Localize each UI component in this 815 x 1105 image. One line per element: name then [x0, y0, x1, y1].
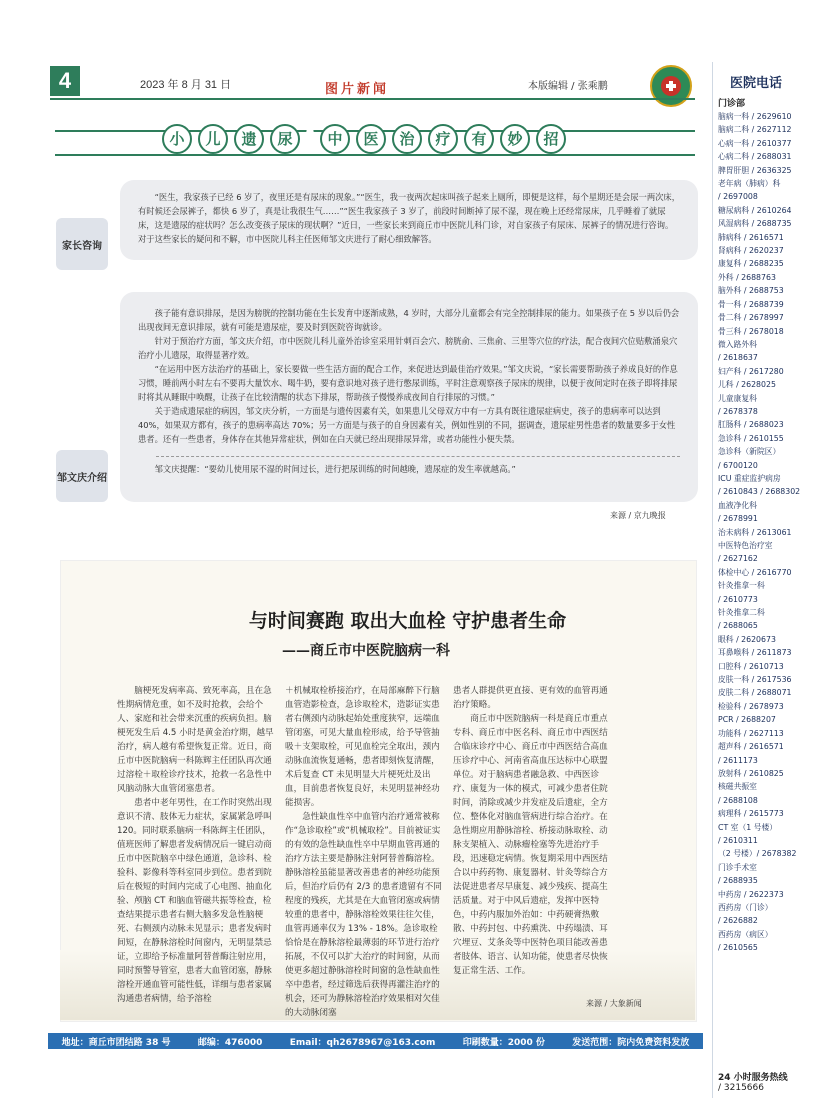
- article2-column-1: [117, 684, 275, 1006]
- phone-list-item: 针灸推拿二科: [718, 608, 765, 618]
- title-char: 妙: [500, 124, 530, 154]
- article1-title: [162, 124, 566, 154]
- answer-paragraph: 孩子能有意识排尿，是因为膀胱的控制功能在生长发育中逐渐成熟，4 岁时，大部分儿童都会有完全控制排尿的能力。如果孩子在 5 岁以后仍会出现夜间无意识排尿，就有可能是遗尿症，要及时到医院咨询就诊。: [138, 308, 680, 332]
- phone-list-item: 西药房（病区）: [718, 929, 773, 939]
- phone-list-item: / 2688108: [718, 795, 758, 805]
- phone-list-item: 外科 / 2688763: [718, 272, 776, 282]
- phone-list-item: 急诊科 / 2610155: [718, 433, 784, 443]
- phone-list-item: 脾胃肝胆 / 2636325: [718, 165, 792, 175]
- phone-list-item: 骨二科 / 2678997: [718, 313, 784, 323]
- sidebar-title: 医院电话: [730, 76, 783, 91]
- sidebar-subtitle: 门诊部: [718, 99, 746, 109]
- title-char: 尿: [270, 124, 300, 154]
- phone-list-item: / 2610311: [718, 835, 758, 845]
- phone-list-item: 康复科 / 2688235: [718, 259, 784, 269]
- footer-print-count: 印刷数量：2000 份: [462, 1037, 545, 1048]
- article2-subtitle: ——商丘市中医院脑病一科: [282, 643, 450, 659]
- article2-column-3: [453, 684, 611, 978]
- page-number: 4: [50, 66, 80, 96]
- phone-list-item: / 2618637: [718, 353, 758, 363]
- phone-list-item: 耳鼻喉科 / 2611873: [718, 648, 792, 658]
- phone-list-item: ICU 重症监护病房: [718, 473, 781, 483]
- phone-list-item: CT 室（1 号楼）: [718, 822, 778, 832]
- phone-list-item: 脑病一科 / 2629610: [718, 112, 792, 121]
- footer-postcode: 邮编：476000: [197, 1037, 263, 1048]
- phone-list-item: 儿科 / 2628025: [718, 380, 776, 390]
- phone-list-item: 针灸推拿一科: [718, 581, 765, 591]
- phone-list-item: （2 号楼）/ 2678382: [718, 849, 797, 859]
- phone-list-item: 脑外科 / 2688753: [718, 286, 784, 296]
- answer-paragraph: 针对于预治疗方面，邹文庆介绍，市中医院儿科儿童外治诊室采用针刺百会穴、膀胱俞、三焦俞、三里等穴位的疗法，配合夜间穴位贴敷涌泉穴治疗小儿遗尿，取得显著疗效。: [138, 336, 678, 360]
- editor-credit: 本版编辑 / 张乘鹏: [528, 81, 608, 92]
- phone-list-item: PCR / 2688207: [718, 715, 776, 725]
- phone-list-item: 肺病科 / 2616571: [718, 232, 784, 242]
- phone-list-item: 糖尿病科 / 2610264: [718, 205, 792, 215]
- phone-list-item: 心病二科 / 2688031: [718, 152, 792, 162]
- phone-list-item: / 2688065: [718, 621, 758, 631]
- title-char: 疗: [428, 124, 458, 154]
- phone-list-item: / 2610565: [718, 943, 758, 953]
- phone-list-item: / 6700120: [718, 460, 758, 470]
- phone-list-item: 中医特色治疗室: [718, 541, 773, 550]
- phone-list-item: / 2610773: [718, 594, 758, 604]
- footer-distribution: 发送范围：院内免费资料发放: [572, 1037, 690, 1048]
- phone-list-item: 老年病（肺病）科: [718, 179, 781, 189]
- phone-list-item: / 2626882: [718, 916, 758, 926]
- phone-list-item: 心病一科 / 2610377: [718, 138, 792, 148]
- article2-paragraph: 急性缺血性卒中血管内治疗通常被称作“急诊取栓”或“机械取栓”。目前被证实的有效的急性缺血性卒中早期血管再通的治疗方法主要是静脉注射阿替普酶溶栓。静脉溶栓虽能显著改善患者的神经功能预后，但治疗后仍有 2/3 的患者遗留有不同程度的残疾，尤其是在大血管闭塞或病情较重的患者中，静脉溶栓效果往往欠佳，血管再通率仅为 13% - 18%。急诊取栓恰恰是在静脉溶栓最薄弱的环节进行治疗拓展，不仅可以扩大治疗的时间窗，从而使更多超过静脉溶栓时间窗的急性缺血性卒中患者，经过筛选后获得再灌注治疗的机会，还可为静脉溶栓治疗效果相对欠佳的大动脉闭塞: [285, 812, 442, 1018]
- title-char: 遗: [234, 124, 264, 154]
- article2-paragraph: 商丘市中医院脑病一科是商丘市重点专科、商丘市中医名科、商丘市中西医结合临床诊疗中心、商丘市中西医结合高血压诊疗中心、河南省高血压达标中心联盟单位。对于脑病患者融急救、中西医诊疗、康复为一体的模式，可减少患者住院时间，消除或减少并发症及后遗症，全方位、整体化对脑血管病进行综合治疗。在急性期应用静脉溶栓、桥接动脉取栓、动脉支架植入、动脉瘤栓塞等先进治疗手段，迅速稳定病情。恢复期采用中西医结合以中药药物、康复器材、针灸等综合方法促进患者尽早康复、减少残疾、提高生活质量。对于中风后遗症，发挥中医特色，中药内服加外治如：中药硬膏热敷散、中药封包、中药熏洗、中药塌渍、耳穴埋豆、艾条灸等中医特色项目能改善患者肢体、语言、认知功能，使患者尽快恢复正常生活、工作。: [453, 714, 608, 976]
- article2-paragraph: 患者中老年男性，在工作时突然出现意识不清、肢体无力症状，家属紧急呼叫 120。同时联系脑病一科陈辉主任团队，值班医师了解患者发病情况后一键启动商丘市中医院脑卒中绿色通道，急诊科、检验科、影像科等科室同步到位。患者到院后在极短的时间内完成了心电图、抽血化验、颅脑 CT 和脑血管磁共振等检查，检查结果提示患者右侧大脑多发急性脑梗死、右侧颈内动脉未见显示；患者发病时间短，在静脉溶栓时间窗内，无明显禁忌证，立即给予标准量阿替普酶注射应用，同时预警导管室，患者大血管闭塞，静脉溶栓开通血管可能性低，详细与患者家属沟通患者病情，给予溶栓: [117, 798, 272, 1004]
- phone-list-item: 检验科 / 2678973: [718, 701, 784, 711]
- phone-list-item: 体检中心 / 2616770: [718, 567, 792, 577]
- article2-paragraph: 患者人群提供更直接、更有效的血管再通治疗策略。: [453, 686, 608, 710]
- title-char: 有: [464, 124, 494, 154]
- tip-divider: [156, 456, 680, 458]
- phone-list-item: / 2697008: [718, 192, 758, 202]
- phone-list-item: 核磁共振室: [718, 782, 757, 792]
- phone-list-item: 血液净化科: [718, 500, 757, 510]
- answer-paragraph: 关于造成遗尿症的病因，邹文庆分析，一方面是与遗传因素有关，如果患儿父母双方中有一方具有既往遗尿症病史，孩子的患病率可以达到 40%，如果双方都有，孩子的患病率高达 70%；另一方面是与孩子的自身因素有关，例如性别的不同，据调查，遗尿症男性患者的数量要多于女性患者。还有一些患者，身体存在其他异常症状，例如在白天就已经出现排尿异常，或者功能性小便失禁。: [138, 406, 676, 444]
- phone-list-item: 功能科 / 2627113: [718, 728, 784, 738]
- phone-list-item: / 2688935: [718, 876, 758, 886]
- phone-list-item: 皮肤一科 / 2617536: [718, 675, 792, 685]
- phone-list-item: 骨三科 / 2678018: [718, 326, 784, 336]
- phone-list-item: 妇产科 / 2617280: [718, 366, 784, 376]
- phone-list-item: 急诊科（新院区）: [718, 447, 781, 457]
- phone-list-item: 门诊手术室: [718, 862, 757, 872]
- phone-list-item: 肾病科 / 2620237: [718, 246, 784, 256]
- doctor-tip: 邹文庆提醒：“要幼儿使用尿不湿的时间过长，进行把尿训练的时间越晚，遗尿症的发生率就越高。”: [154, 464, 516, 474]
- section-name: 图片新闻: [325, 82, 390, 97]
- phone-list-item: 皮肤二科 / 2688071: [718, 688, 792, 698]
- hospital-logo-icon: [650, 65, 692, 107]
- article2-column-2: [285, 684, 443, 1020]
- title-char: 小: [162, 124, 192, 154]
- phone-list-item: / 2611173: [718, 755, 758, 765]
- title-char: 招: [536, 124, 566, 154]
- phone-list-item: 风湿病科 / 2688735: [718, 219, 792, 229]
- article2-source: 来源 / 大象新闻: [586, 999, 642, 1008]
- article2-paragraph: ＋机械取栓桥接治疗，在局部麻醉下行脑血管造影检查，急诊取栓术，造影证实患者右侧颈内动脉起始处重度狭窄，远端血管闭塞，可见大量血栓形成，给予导管抽吸＋支架取栓，可见血栓完全取出，颈内动脉血流恢复通畅，患者即刻恢复清醒，术后复查 CT 未见明显大片梗死灶及出血，目前患者恢复良好，未见明显神经功能损害。: [285, 686, 440, 808]
- phone-list-item: / 2627162: [718, 554, 758, 564]
- answer-paragraph: “在运用中医方法治疗的基础上，家长要做一些生活方面的配合工作，来促进达到最佳治疗效果。”邹文庆说，“家长需要帮助孩子养成良好的作息习惯，睡前两小时左右不要再大量饮水、喝牛奶，要有意识地对孩子进行憋尿训练，平时注意观察孩子尿床的规律，以便于夜间定时在孩子即将排尿时将其从睡眠中唤醒，让孩子在比较清醒的状态下排尿，帮助孩子慢慢养成夜间自行排尿的习惯。”: [138, 364, 678, 402]
- phone-list-item: 西药房（门诊）: [718, 902, 773, 912]
- phone-list-item: 治未病科 / 2613061: [718, 527, 792, 537]
- title-spacer: [306, 124, 314, 150]
- question-text: “医生，我家孩子已经 6 岁了，夜里还是有尿床的现象。”“医生，我一夜两次起床叫孩子起来上厕所，即便是这样，每个星期还是会尿一两次床，有时候还会尿裤子，都快 6 岁了，真是让我很生气……”“医生我家孩子 3 岁了，前段时间断掉了尿不湿，现在晚上还经常尿床，几乎睡着了就尿床，这是遗尿的症状吗？怎么改变孩子尿床的现状啊？”近日，一些家长来到商丘市中医院儿科门诊，对自家孩子有尿床、尿裤子的情况进行咨询。对于这些家长的疑问和不解，市中医院儿科主任医师邹文庆进行了耐心细致解答。: [138, 192, 681, 244]
- title-char: 中: [320, 124, 350, 154]
- title-char: 治: [392, 124, 422, 154]
- hotline-number: / 3215666: [718, 1083, 764, 1093]
- question-tag: 家长咨询: [56, 218, 108, 270]
- issue-date: 2023 年 8 月 31 日: [140, 79, 232, 91]
- phone-list-item: 肛肠科 / 2688023: [718, 420, 784, 430]
- answer-tag: 邹文庆介绍: [56, 450, 108, 502]
- phone-list-item: 病理科 / 2615773: [718, 809, 784, 819]
- footer-email: Email：qh2678967@163.com: [289, 1037, 436, 1048]
- phone-list-item: 超声科 / 2616571: [718, 742, 784, 752]
- phone-list-item: 微入路外科: [718, 339, 757, 349]
- article2-paragraph: 脑梗死发病率高、致死率高，且在急性期病情危重，如不及时抢救，会给个人、家庭和社会带来沉重的疾病负担。脑梗死发生后 4.5 小时是黄金治疗期，越早治疗，病人越有希望恢复正常。近日，商丘市中医院脑病一科陈辉主任团队再次通过溶栓＋取栓诊疗技术，抢救一名急性中风脑动脉大血管闭塞患者。: [117, 686, 274, 794]
- phone-list-item: / 2678378: [718, 406, 758, 416]
- phone-list-item: 儿童康复科: [718, 393, 757, 403]
- header-divider: [50, 98, 695, 100]
- phone-list-item: 眼科 / 2620673: [718, 634, 776, 644]
- answer-body: [138, 306, 680, 446]
- phone-list-item: 脑病二科 / 2627112: [718, 125, 792, 135]
- phone-list-item: / 2678991: [718, 514, 758, 524]
- article2-title: 与时间赛跑 取出大血栓 守护患者生命: [248, 610, 567, 632]
- phone-list-item: 中药房 / 2622373: [718, 889, 784, 899]
- phone-list-item: 口腔科 / 2610713: [718, 661, 784, 671]
- hotline-label: 24 小时服务热线: [718, 1073, 788, 1083]
- footer-address: 地址：商丘市团结路 38 号: [61, 1037, 171, 1048]
- article1-source: 来源 / 京九晚报: [610, 511, 666, 520]
- phone-list-item: 骨一科 / 2688739: [718, 299, 784, 309]
- phone-list-item: 放射科 / 2610825: [718, 768, 784, 778]
- footer-bar: [48, 1033, 703, 1049]
- phone-list-item: / 2610843 / 2688302: [718, 487, 801, 497]
- title-char: 医: [356, 124, 386, 154]
- phone-list: [718, 110, 812, 955]
- title-char: 儿: [198, 124, 228, 154]
